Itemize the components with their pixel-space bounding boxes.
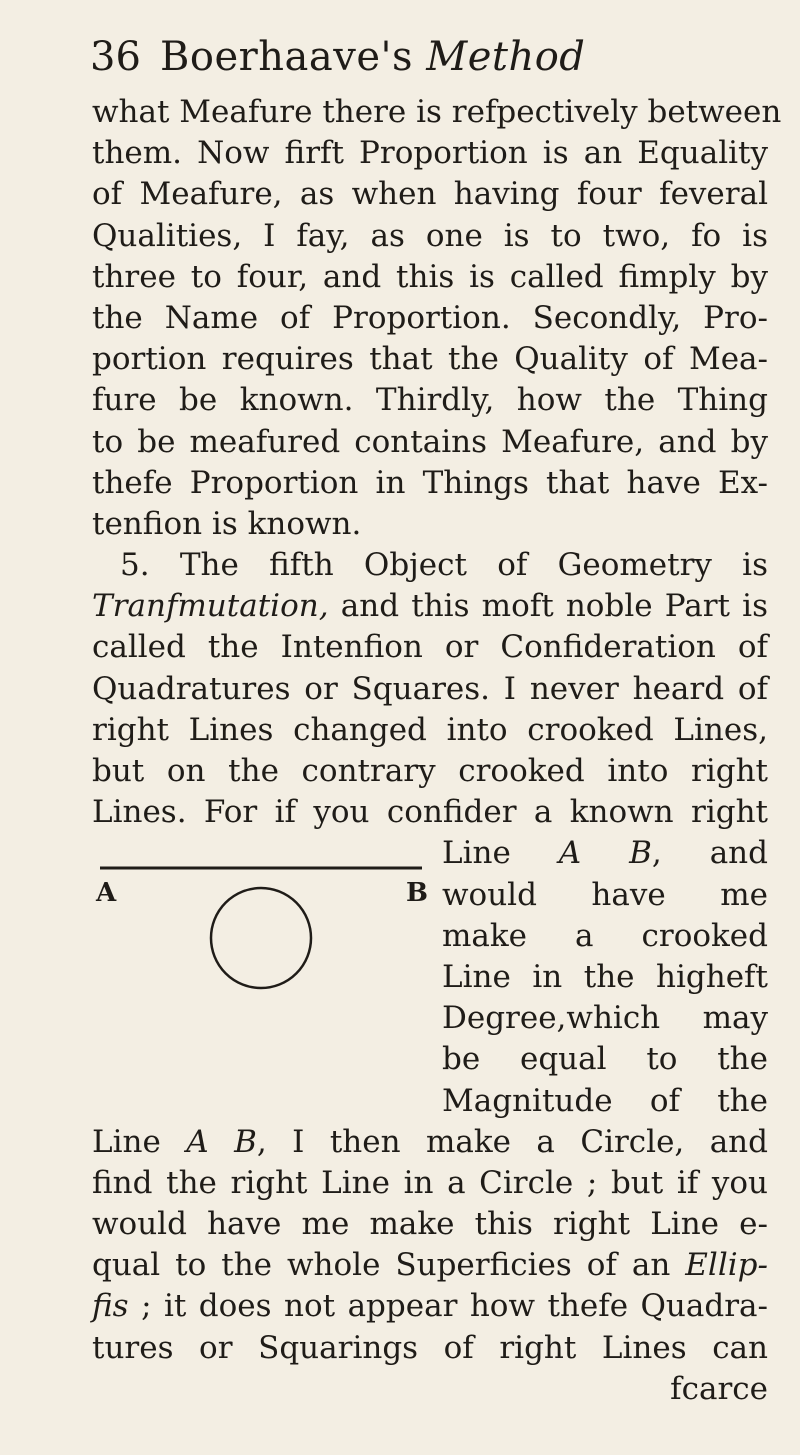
text-line: Magnitude of the [442, 1082, 768, 1119]
label-a: A [96, 878, 117, 908]
figure-drawing [92, 860, 432, 1020]
text-line: fure be known. Thirdly, how the Thing [92, 382, 768, 419]
text-line: what Meafure there is refpectively between [92, 94, 782, 130]
text-line: of Meafure, as when having four feveral [92, 176, 768, 213]
body-text [92, 92, 782, 1410]
catchword: fcarce [670, 1370, 768, 1407]
text-line: Lines. For if you confider a known right [92, 794, 768, 831]
text-line: make a crooked [442, 917, 768, 954]
text-line: to be meafured contains Meafure, and by [92, 423, 768, 460]
text-line: Degree,which may [442, 1000, 768, 1037]
page-number: 36 [90, 34, 141, 80]
text-line: Quadratures or Squares. I never heard of [92, 670, 768, 707]
text-line: would have me make this right Line e- [92, 1206, 768, 1243]
circle [211, 888, 311, 988]
label-b: B [406, 878, 428, 908]
text-line: Tranfmutation, and this moft noble Part is [92, 588, 768, 625]
running-title-roman: Boerhaave's [160, 34, 414, 80]
text-line: the Name of Proportion. Secondly, Pro- [92, 299, 768, 336]
geometry-figure [92, 860, 432, 1020]
text-line: them. Now firft Proportion is an Equality [92, 135, 768, 172]
text-line: tenfion is known. [92, 505, 362, 542]
text-line: thefe Proportion in Things that have Ex- [92, 464, 768, 501]
text-line: three to four, and this is called fimply by [92, 258, 768, 295]
text-line: called the Intenfion or Confideration of [92, 629, 768, 666]
italic-term: Tranfmutation, [92, 588, 329, 625]
text-line: find the right Line in a Circle ; but if you [92, 1164, 768, 1201]
text-line: Line A B, and [442, 835, 768, 872]
running-header [0, 28, 800, 88]
running-title [160, 34, 585, 80]
text-line: tures or Squarings of right Lines can [92, 1329, 768, 1366]
text-line: qual to the whole Superficies of an Ellip- [92, 1247, 768, 1284]
text-line: right Lines changed into crooked Lines, [92, 711, 768, 748]
text-line: would have me [442, 876, 768, 913]
text-line: fis ; it does not appear how thefe Quadra- [92, 1288, 768, 1325]
text-line: Line A B, I then make a Circle, and [92, 1123, 768, 1160]
text-line: Qualities, I fay, as one is to two, fo is [92, 217, 768, 254]
running-title-italic: Method [426, 34, 586, 80]
text-line: portion requires that the Quality of Mea- [92, 341, 768, 378]
text-line: Line in the higheft [442, 958, 768, 995]
text-line: be equal to the [442, 1041, 768, 1078]
text-line: but on the contrary crooked into right [92, 753, 768, 789]
text-line: 5. The fifth Object of Geometry is [120, 547, 768, 584]
